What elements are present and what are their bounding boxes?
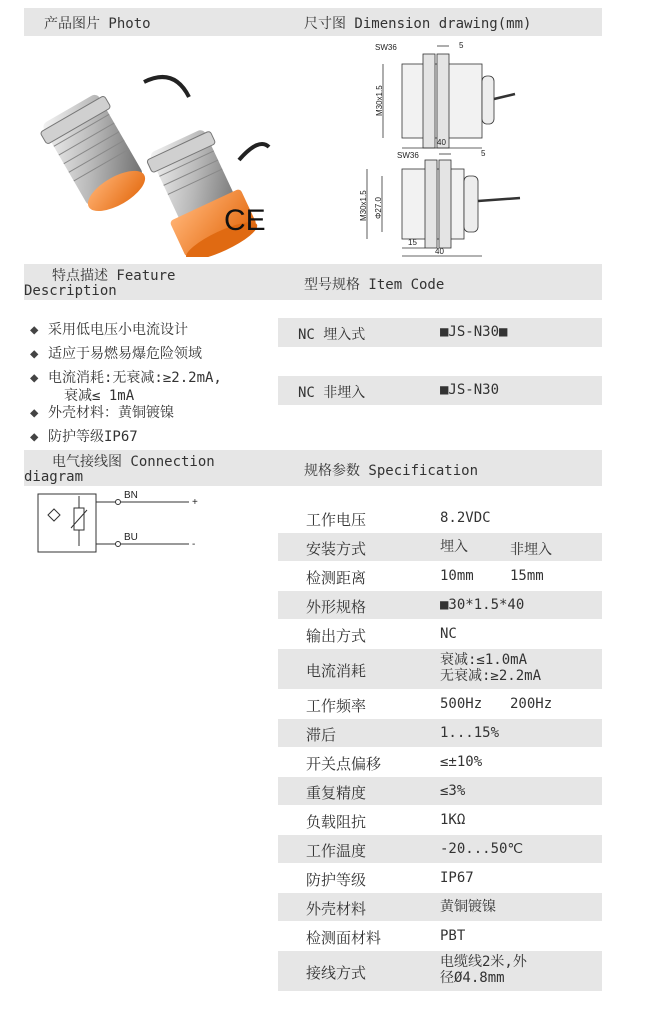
spec-row [278,719,602,747]
spec-key: 开关点偏移 [306,755,382,773]
dimension-embedded [383,46,515,148]
feature-item: ◆ 适应于易燃易爆危险领域 [30,346,202,362]
wire-plus-label: + [192,497,198,508]
spec-key: 检测距离 [306,569,367,587]
spec-value: IP67 [440,870,474,886]
sensor-symbol-icon [48,496,87,546]
spec-key: 外壳材料 [306,900,367,918]
item-code-value: ■JS-N30 [440,382,500,398]
spec-value: 500Hz [440,696,483,712]
spec-key: 工作电压 [306,511,367,529]
spec-value-line: 无衰减:≥2.2mA [440,668,542,684]
spec-value-alt: 非埋入 [510,542,552,558]
spec-value-line: 衰减:≤1.0mA [440,652,528,668]
item-code-value: ■JS-N30■ [440,324,508,340]
dimension-header: 尺寸图 Dimension drawing(mm) [304,16,532,32]
feature-item: ◆ 采用低电压小电流设计 [30,322,188,338]
dimension-non-embedded [367,154,520,256]
dim-bottom-thread: M30x1.5 [359,190,368,221]
dimension-drawing [355,36,535,261]
spec-key: 输出方式 [306,627,367,645]
wire-bn-label: BN [124,490,138,501]
spec-row [278,777,602,805]
diamond-icon: ◆ [30,405,39,421]
spec-row [278,864,602,892]
spec-value-alt: 15mm [510,568,544,584]
diamond-icon: ◆ [30,322,39,338]
spec-value: ≤3% [440,783,466,799]
dim-bottom-sw: SW36 [397,151,419,160]
connection-header-bar [24,450,602,486]
spec-value-line: 径Ø4.8mm [440,970,505,986]
dim-top-sw: SW36 [375,43,397,52]
feature-item: ◆ 电流消耗:无衰减:≥2.2mA, [30,370,222,386]
specification-header: 规格参数 Specification [304,463,479,479]
feature-header-line2: Description [24,283,117,299]
diamond-icon: ◆ [30,429,39,445]
spec-row [278,690,602,718]
wiring-diagram [24,488,244,558]
spec-row [278,504,602,532]
spec-key: 负载阻抗 [306,813,367,831]
dim-bottom-forty: 40 [435,247,444,256]
spec-row [278,951,602,991]
spec-value: NC [440,626,457,642]
spec-value: ≤±10% [440,754,483,770]
spec-row [278,591,602,619]
diamond-icon: ◆ [30,346,39,362]
spec-value-alt: 200Hz [510,696,553,712]
spec-value: PBT [440,928,466,944]
spec-key: 检测面材料 [306,929,382,947]
spec-value-line: 电缆线2米,外 [440,954,527,970]
spec-key: 外形规格 [306,598,367,616]
spec-value [440,954,527,986]
spec-value: ■30*1.5*40 [440,597,525,613]
spec-value: 1KΩ [440,812,466,828]
spec-key: 电流消耗 [306,662,367,680]
item-code-row [278,376,602,405]
spec-row [278,748,602,776]
sensor-embedded [37,90,156,221]
spec-row [278,835,602,863]
spec-value [440,652,541,684]
spec-key: 工作温度 [306,842,367,860]
spec-key: 工作频率 [306,697,367,715]
spec-key: 防护等级 [306,871,367,889]
spec-row [278,620,602,648]
spec-key: 滞后 [306,726,337,744]
spec-key: 接线方式 [306,964,367,982]
spec-row [278,893,602,921]
ce-mark: CE [224,204,266,237]
item-code-header: 型号规格 Item Code [304,277,445,293]
spec-row [278,922,602,950]
sensor-non-embedded [140,125,261,257]
item-code-row [278,318,602,347]
spec-value: 10mm [440,568,474,584]
item-code-type: NC 埋入式 [298,327,366,343]
feature-item: ◆ 防护等级IP67 [30,429,138,445]
dim-bottom-dia: Φ27.0 [374,197,383,219]
spec-value: 8.2VDC [440,510,491,526]
spec-row [278,806,602,834]
dim-top-five: 5 [459,41,464,50]
photo-header-bar [24,8,602,36]
wire-minus-label: - [192,539,196,550]
spec-key: 安装方式 [306,540,367,558]
feature-item-continued: 衰减≤ 1mA [64,388,135,404]
photo-header: 产品图片 Photo [44,16,151,32]
spec-key: 重复精度 [306,784,367,802]
spec-row [278,562,602,590]
spec-value: -20...50℃ [440,841,524,857]
spec-value: 埋入 [440,539,468,555]
spec-row [278,533,602,561]
wire-bu-label: BU [124,532,138,543]
spec-value: 1...15% [440,725,500,741]
dim-top-forty: 40 [437,138,446,147]
feature-header-line1: 特点描述 Feature [52,268,176,284]
spec-value: 黄铜镀镍 [440,899,496,915]
spec-row [278,649,602,689]
dim-bottom-fifteen: 15 [408,238,417,247]
feature-item: ◆ 外壳材料：黄铜镀镍 [30,405,174,421]
dim-top-thread: M30x1.5 [375,85,384,116]
diamond-icon: ◆ [30,370,39,386]
item-code-type: NC 非埋入 [298,385,366,401]
connection-header-line2: diagram [24,469,84,485]
dim-bottom-five: 5 [481,149,486,158]
feature-header-bar [24,264,602,300]
connection-header-line1: 电气接线图 Connection [52,454,215,470]
product-photo [24,42,274,257]
